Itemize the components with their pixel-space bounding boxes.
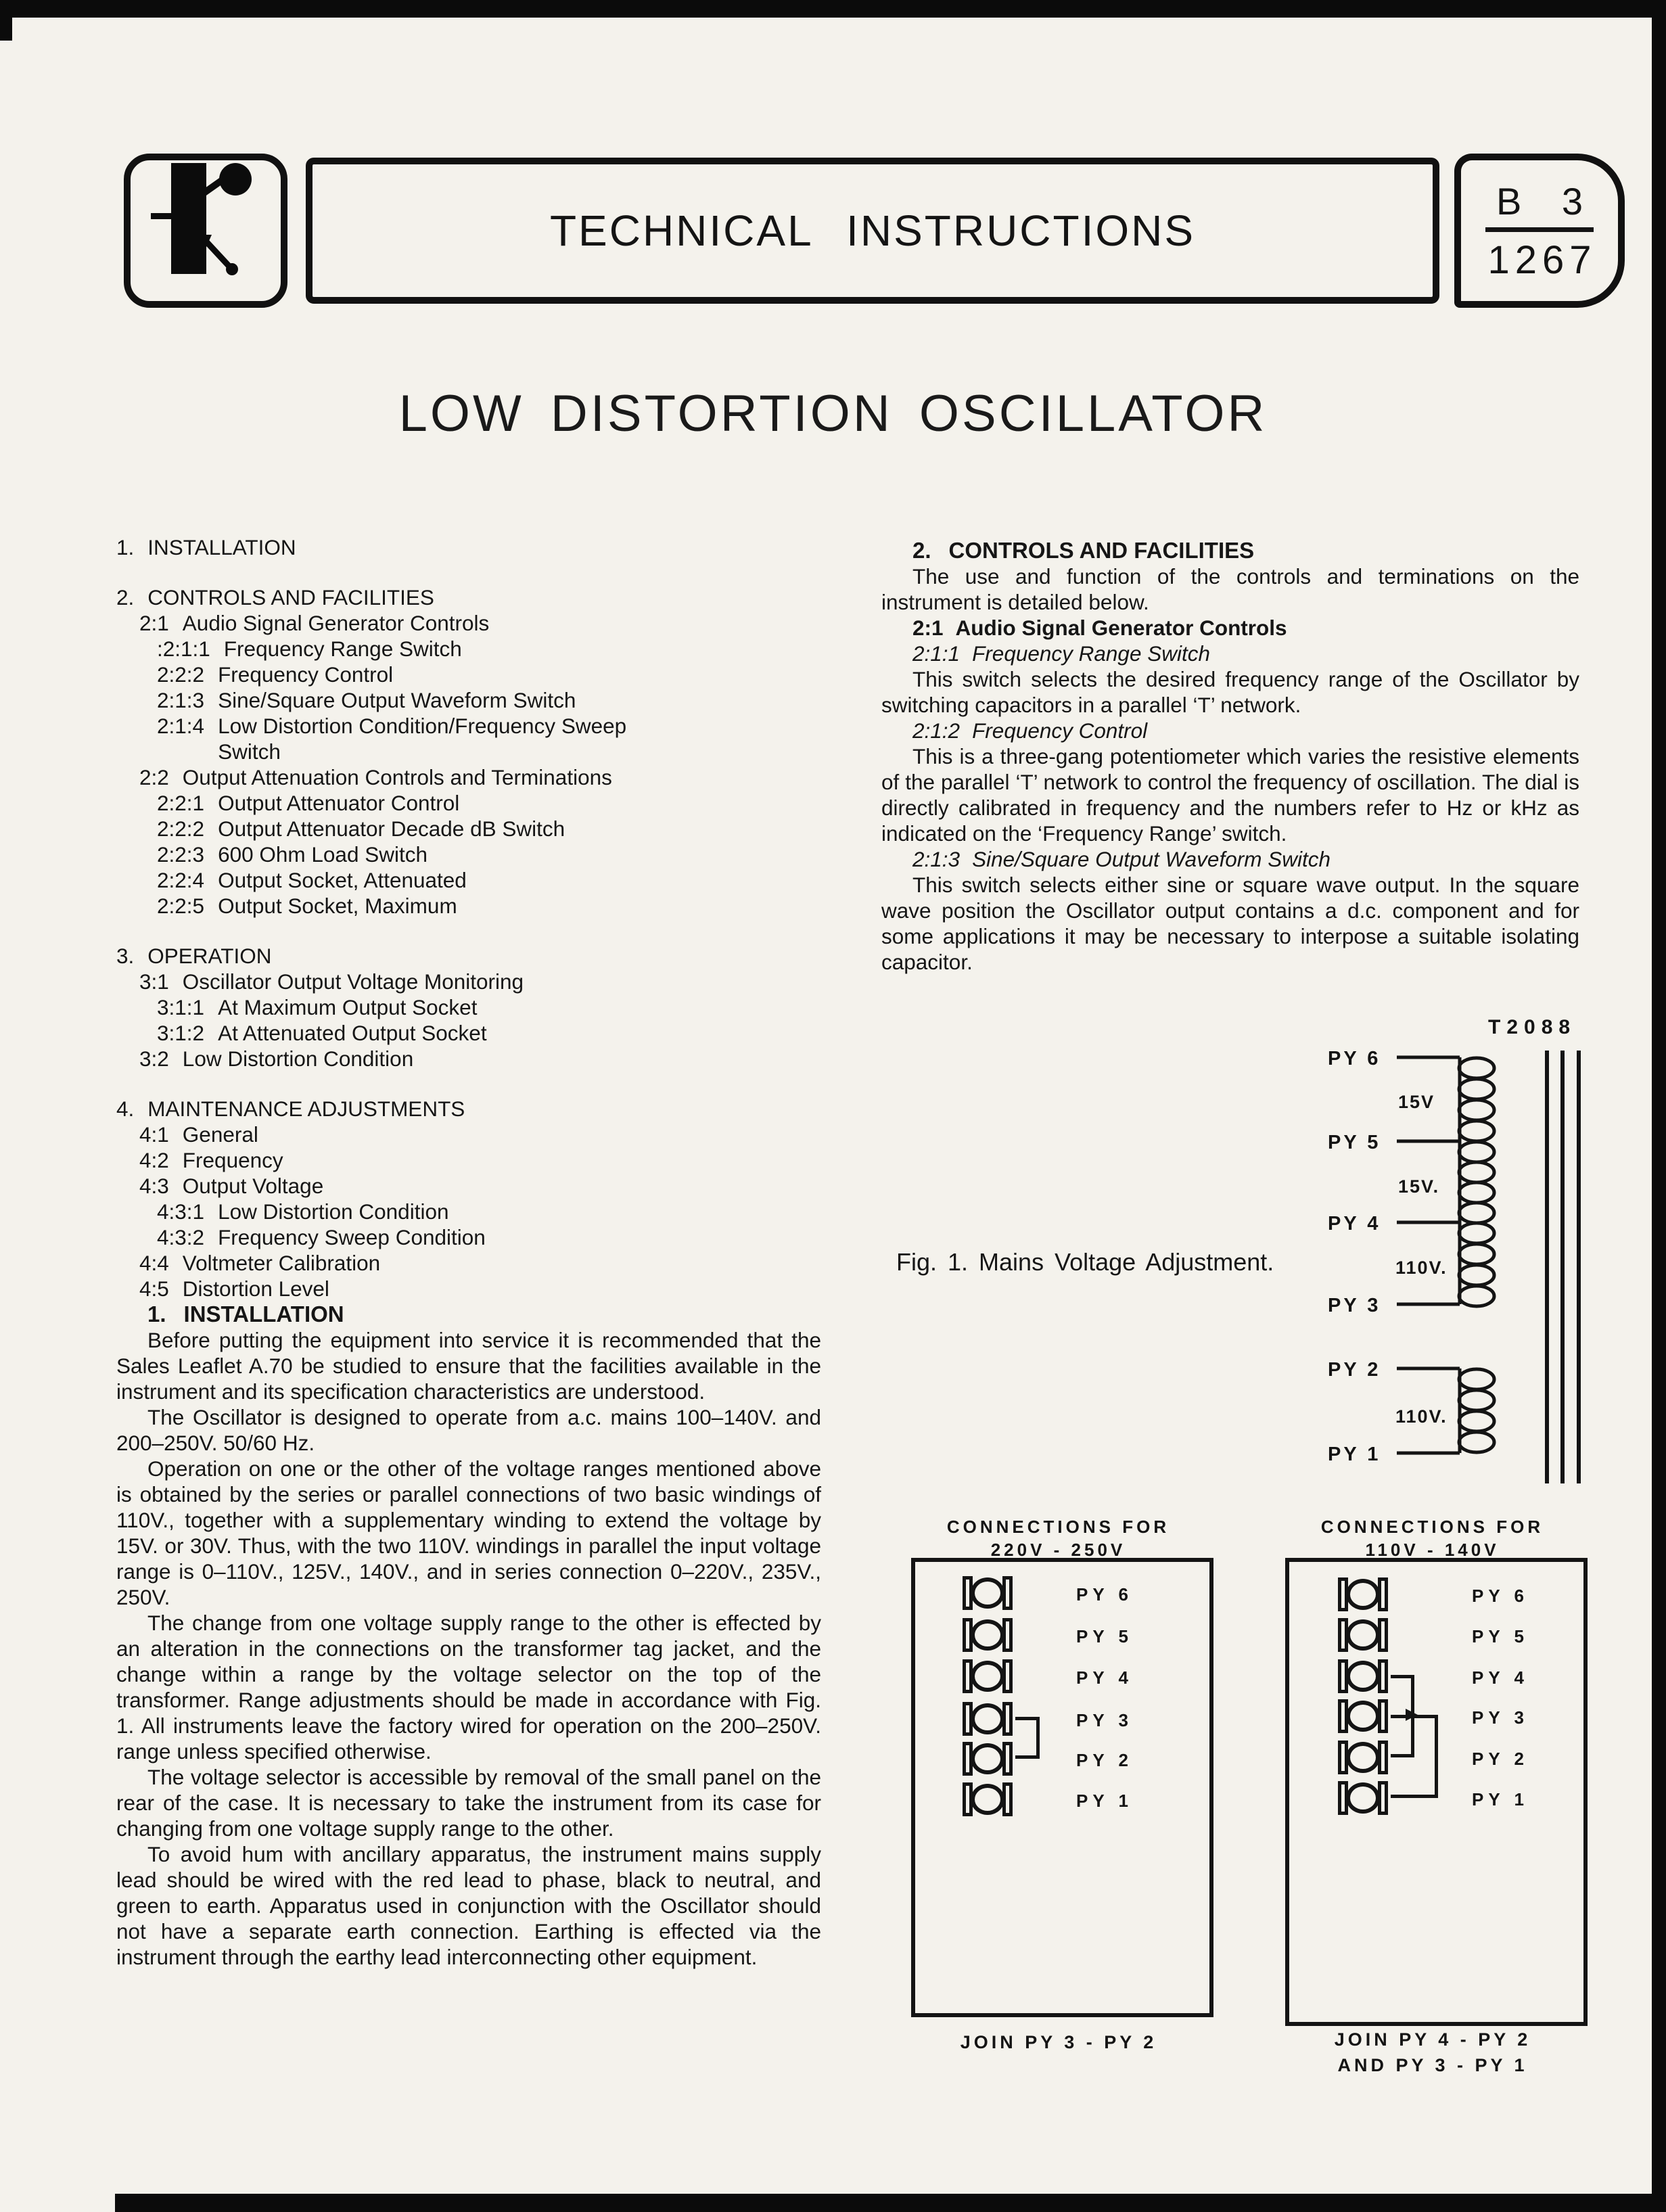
toc-row: 4:3 Output Voltage [139, 1174, 324, 1198]
ref-code: B 3 [1496, 179, 1598, 223]
tag-label: PY 4 [1076, 1667, 1133, 1688]
winding-voltage-label: 110V. [1395, 1258, 1448, 1278]
toc-row: 3:2 Low Distortion Condition [139, 1046, 414, 1071]
tag-label: PY 3 [1076, 1710, 1133, 1730]
toc-row: 4:5 Distortion Level [139, 1276, 329, 1301]
tag-label: PY 5 [1076, 1626, 1133, 1646]
tag-symbol [1338, 1577, 1388, 1612]
table-of-contents [116, 534, 821, 1301]
section-controls [881, 538, 1579, 975]
tag-symbol [1338, 1699, 1388, 1734]
connection-diagram-title-220v: CONNECTIONS FOR 220V - 250V [946, 1517, 1170, 1560]
connection-box-110v [1285, 1558, 1588, 2026]
tag-symbol [1338, 1659, 1388, 1694]
section-heading: 1. INSTALLATION [147, 1301, 344, 1327]
tag-symbol [1338, 1617, 1388, 1653]
toc-row: 4. MAINTENANCE ADJUSTMENTS [116, 1097, 465, 1121]
toc-row: 3. OPERATION [116, 944, 272, 968]
tag-symbol [1338, 1780, 1388, 1816]
wire-crossing-mark [1406, 1709, 1418, 1721]
jumper-py3-py2 [1015, 1717, 1040, 1759]
winding-voltage-label: 15V. [1398, 1176, 1440, 1197]
paragraph: To avoid hum with ancillary apparatus, the instrument mains supply lead should be wired with the red lead to phase, black to neutral, and green to earth. Apparatus used in conjunction with the Oscillator should not have a separate earth connection. Earthing is effected via the instrument through the earthy lead interconnecting other equipment. [116, 1842, 821, 1969]
tag-symbol [963, 1617, 1013, 1653]
toc-row: :2:1:1 Frequency Range Switch [157, 637, 462, 661]
page-title: TECHNICAL INSTRUCTIONS [549, 206, 1196, 255]
section-heading: 2. CONTROLS AND FACILITIES [912, 538, 1255, 563]
radford-r-logo-icon [131, 160, 281, 301]
toc-row: 2:2:2 Output Attenuator Decade dB Switch [157, 816, 565, 841]
tap-label: PY 6 [1328, 1048, 1381, 1069]
tag-symbol [963, 1701, 1013, 1736]
subsection-heading: 2:1:3 Sine/Square Output Waveform Switch [912, 847, 1331, 871]
toc-row: 4:3:2 Frequency Sweep Condition [157, 1225, 486, 1249]
connection-diagram-title-110v: CONNECTIONS FOR 110V - 140V [1320, 1517, 1544, 1560]
ref-divider [1485, 227, 1594, 232]
scan-edge-top [0, 0, 1666, 18]
tag-label: PY 1 [1076, 1791, 1133, 1811]
winding-voltage-label: 110V. [1395, 1406, 1448, 1427]
toc-row: 2:1 Audio Signal Generator Controls [139, 611, 490, 635]
header-title-box [306, 158, 1439, 304]
tag-label: PY 6 [1472, 1586, 1529, 1606]
tap-label: PY 4 [1328, 1213, 1381, 1235]
section-installation [116, 1301, 821, 1970]
tag-label: PY 2 [1472, 1749, 1529, 1769]
toc-row: 2:2:2 Frequency Control [157, 662, 394, 687]
transformer-winding-diagram [1282, 1045, 1634, 1492]
paragraph: The voltage selector is accessible by removal of the small panel on the rear of the case. It is necessary to take the instrument from its case for changing from one voltage supply range to the other. [116, 1765, 821, 1841]
paragraph: The change from one voltage supply range to the other is effected by an alteration in the connections on the transformer tag jacket, and the change within a range by the voltage selector on the top of the transformer. Range adjustments should be made in accordance with Fig. 1. All instruments leave the factory wired for operation on the 200–250V. range unless specified otherwise. [116, 1611, 821, 1764]
ref-date: 1267 [1487, 237, 1597, 282]
toc-row: 2:2:4 Output Socket, Attenuated [157, 868, 467, 892]
paragraph: The Oscillator is designed to operate from a.c. mains 100–140V. and 200–250V. 50/60 Hz. [116, 1405, 821, 1455]
subsection-heading: 2:1:2 Frequency Control [912, 718, 1148, 743]
jumper-py3-py1 [1391, 1715, 1438, 1798]
toc-row: 2:2:1 Output Attenuator Control [157, 791, 460, 815]
tap-label: PY 2 [1328, 1359, 1381, 1381]
toc-row: 4:3:1 Low Distortion Condition [157, 1199, 449, 1224]
tag-symbol [963, 1575, 1013, 1611]
toc-row: 3:1 Oscillator Output Voltage Monitoring [139, 969, 524, 994]
tag-symbol [1338, 1740, 1388, 1775]
scan-edge-bottom [115, 2194, 1666, 2212]
tag-symbol [963, 1782, 1013, 1817]
connection-box-220v [911, 1558, 1213, 2017]
brand-logo-box [124, 154, 287, 308]
toc-row: 2:1:3 Sine/Square Output Waveform Switch [157, 688, 576, 712]
figure-caption: Fig. 1. Mains Voltage Adjustment. [896, 1248, 1274, 1276]
toc-row: 3:1:1 At Maximum Output Socket [157, 995, 478, 1019]
paragraph: Before putting the equipment into service it is recommended that the Sales Leaflet A.70 be studied to ensure that the facilities available in the instrument and its specification characteristics are understood. [116, 1328, 821, 1404]
tag-label: PY 1 [1472, 1789, 1529, 1810]
paragraph: This is a three-gang potentiometer which varies the resistive elements of the parallel ‘T’ network to control the frequency of oscillation. The dial is directly calibrated in frequency and the numbers refer to Hz or kHz as indicated on the ‘Frequency Range’ switch. [881, 744, 1579, 846]
connection-caption-220v: JOIN PY 3 - PY 2 [960, 2032, 1157, 2052]
toc-row: 4:1 General [139, 1122, 258, 1147]
paragraph: Operation on one or the other of the voltage ranges mentioned above is obtained by the series or parallel connections of two basic windings of 110V., together with a supplementary winding to extend the voltage by 15V. or 30V. Thus, with the two 110V. windings in parallel the input voltage range is 0–110V., 125V., 140V., and in series connection 0–220V., 235V., 250V. [116, 1456, 821, 1609]
tag-label: PY 6 [1076, 1584, 1133, 1605]
tap-label: PY 1 [1328, 1444, 1381, 1465]
tag-symbol [963, 1741, 1013, 1776]
paragraph: This switch selects the desired frequency range of the Oscillator by switching capacitors in a parallel ‘T’ network. [881, 667, 1579, 717]
left-column [116, 534, 821, 1970]
reference-number-box [1454, 154, 1625, 308]
toc-row: 2:1:4 Low Distortion Condition/Frequency Sweep Switch [157, 714, 627, 764]
toc-row: 2. CONTROLS AND FACILITIES [116, 585, 434, 609]
toc-row: 4:4 Voltmeter Calibration [139, 1251, 381, 1275]
tag-symbol [963, 1659, 1013, 1694]
transformer-part-number: T2088 [1488, 1016, 1577, 1038]
tap-label: PY 5 [1328, 1132, 1381, 1153]
connection-caption-110v: JOIN PY 4 - PY 2 AND PY 3 - PY 1 [1334, 2029, 1531, 2075]
paragraph: This switch selects either sine or square wave output. In the square wave position the Oscillator output contains a d.c. component and for some applications it may be necessary to interpose a suitable isolating capacitor. [881, 873, 1579, 974]
toc-row: 2:2 Output Attenuation Controls and Terminations [139, 765, 612, 789]
paragraph: The use and function of the controls and terminations on the instrument is detailed below. [881, 564, 1579, 614]
toc-row: 1. INSTALLATION [116, 535, 296, 559]
toc-row: 3:1:2 At Attenuated Output Socket [157, 1021, 487, 1045]
subsection-heading: 2:1 Audio Signal Generator Controls [912, 616, 1287, 640]
toc-row: 4:2 Frequency [139, 1148, 283, 1172]
subsection-heading: 2:1:1 Frequency Range Switch [912, 641, 1210, 666]
tag-label: PY 4 [1472, 1667, 1529, 1688]
tap-label: PY 3 [1328, 1295, 1381, 1316]
winding-voltage-label: 15V [1398, 1092, 1435, 1112]
tag-label: PY 3 [1472, 1707, 1529, 1728]
scan-edge-right [1652, 0, 1666, 2212]
toc-row: 2:2:5 Output Socket, Maximum [157, 894, 457, 918]
tag-label: PY 2 [1076, 1750, 1133, 1770]
scan-edge-left [0, 0, 12, 41]
toc-row: 2:2:3 600 Ohm Load Switch [157, 842, 427, 867]
tag-label: PY 5 [1472, 1626, 1529, 1646]
document-title: LOW DISTORTION OSCILLATOR [398, 385, 1268, 442]
